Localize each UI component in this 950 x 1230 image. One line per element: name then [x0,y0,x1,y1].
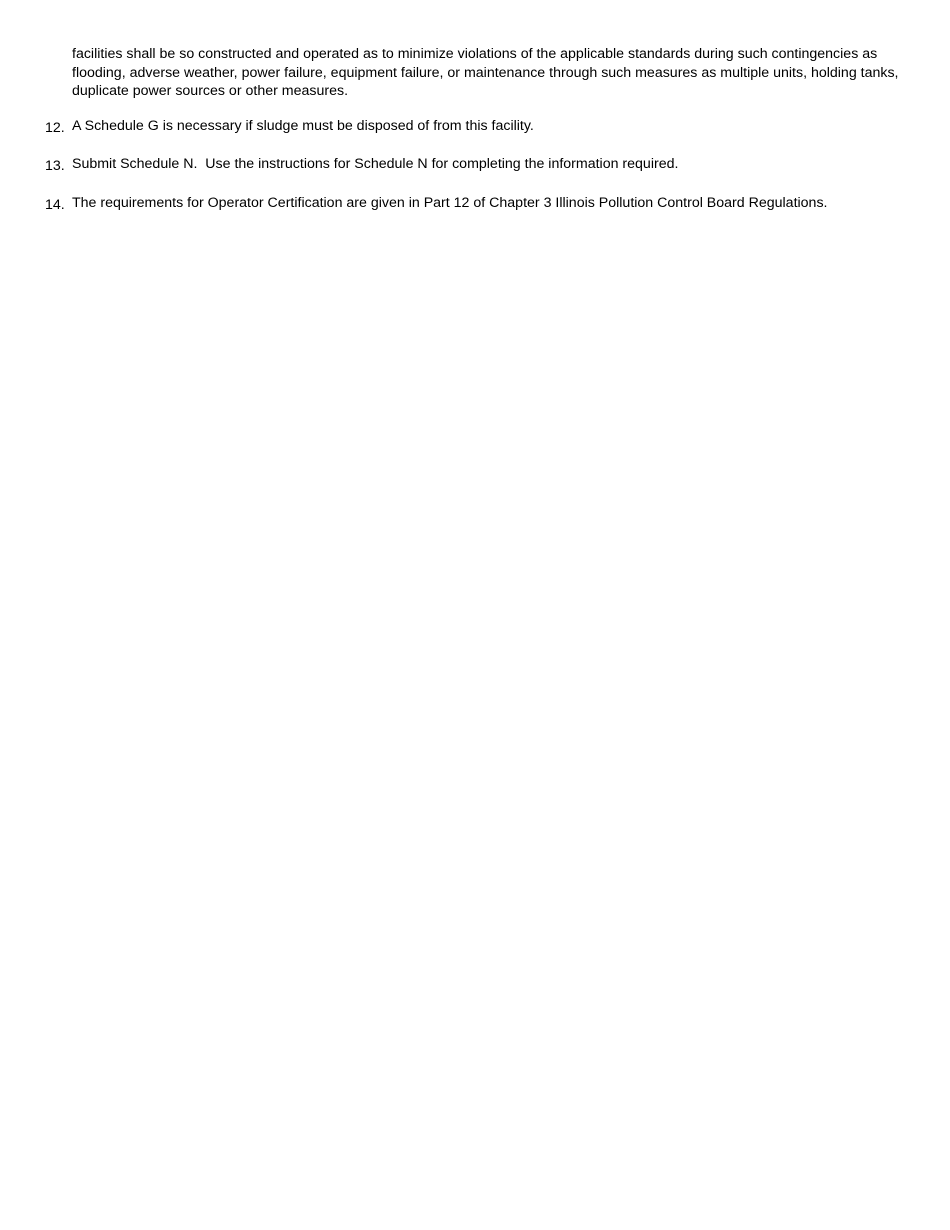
item-text: Submit Schedule N. Use the instructions for Schedule N for completing the information required. [72,156,679,172]
item-text: The requirements for Operator Certification are given in Part 12 of Chapter 3 Illinois Pollution Control Board Regulations. [72,195,828,211]
continued-paragraph: facilities shall be so constructed and operated as to minimize violations of the applicable standards during such contingencies as flooding, adverse weather, power failure, equipment failure, or maintenance through such measures as multiple units, holding tanks, duplicate power sources or other measures. [72,46,899,99]
item-number: 12. [45,120,65,136]
item-number: 14. [45,197,65,213]
item-number: 13. [45,158,65,174]
item-text: A Schedule G is necessary if sludge must be disposed of from this facility. [72,118,534,134]
